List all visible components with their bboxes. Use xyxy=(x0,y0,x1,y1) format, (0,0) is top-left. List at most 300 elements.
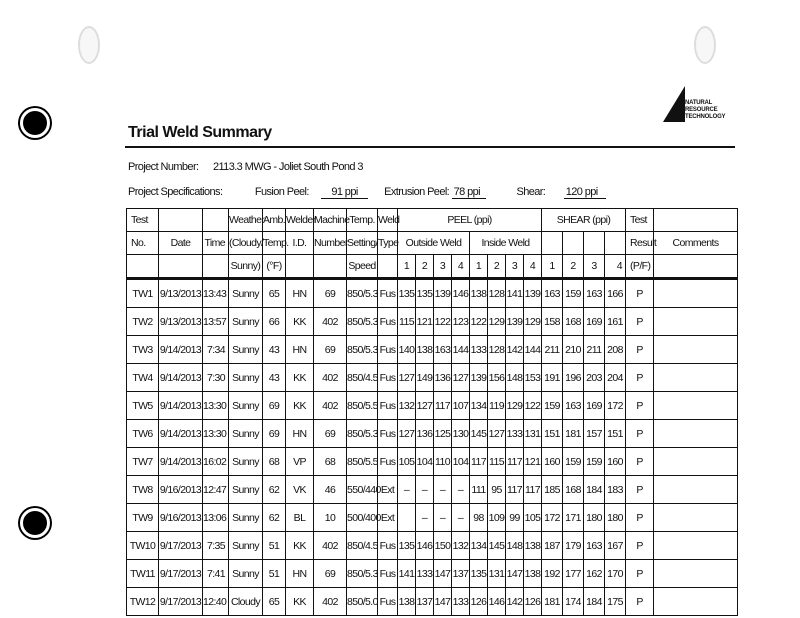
weld-rows xyxy=(127,279,738,616)
cell-comments xyxy=(654,588,738,616)
cell-weather: Sunny xyxy=(229,532,263,560)
cell-outside-peel-2: – xyxy=(416,476,434,504)
cell-weld-type: Fus xyxy=(378,392,398,420)
cell-weld-type: Fus xyxy=(378,448,398,476)
cell-amb-temp: 62 xyxy=(263,476,286,504)
table-row xyxy=(127,364,738,392)
cell-weather: Sunny xyxy=(229,392,263,420)
cell-inside-peel-3: 133 xyxy=(506,420,524,448)
header-shear: SHEAR (ppi) xyxy=(542,209,626,232)
cell-shear-2: 174 xyxy=(563,588,584,616)
cell-date: 9/17/2013 xyxy=(159,532,203,560)
trial-weld-table xyxy=(126,208,738,616)
table-row xyxy=(127,560,738,588)
cell-shear-1: 163 xyxy=(542,279,563,308)
logo-line-2: RESOURCE xyxy=(685,107,718,113)
cell-amb-temp: 65 xyxy=(263,588,286,616)
cell-outside-peel-2: 133 xyxy=(416,560,434,588)
cell-temp-setting: 850/4.5 xyxy=(347,364,378,392)
cell-shear-2: 177 xyxy=(563,560,584,588)
cell-inside-peel-3: 147 xyxy=(506,560,524,588)
cell-inside-peel-1: 138 xyxy=(470,279,488,308)
cell-weld-type: Fus xyxy=(378,588,398,616)
header-weather: Weather xyxy=(229,209,263,232)
cell-shear-4: 204 xyxy=(605,364,626,392)
cell-shear-4: 183 xyxy=(605,476,626,504)
punch-hole-bottom xyxy=(20,508,50,538)
cell-inside-peel-3: 142 xyxy=(506,336,524,364)
extrusion-peel-label: Extrusion Peel: xyxy=(384,186,450,198)
cell-shear-3: 157 xyxy=(584,420,605,448)
cell-amb-temp: 69 xyxy=(263,420,286,448)
cell-outside-peel-3: – xyxy=(434,504,452,532)
cell-temp-setting: 850/5.0 xyxy=(347,588,378,616)
cell-shear-4: 166 xyxy=(605,279,626,308)
page-title: Trial Weld Summary xyxy=(128,124,272,141)
cell-test-no: TW2 xyxy=(127,308,159,336)
cell-inside-peel-4: 105 xyxy=(524,504,542,532)
cell-inside-peel-1: 135 xyxy=(470,560,488,588)
header-date-blank xyxy=(159,209,203,232)
cell-outside-peel-4: 137 xyxy=(452,560,470,588)
cell-outside-peel-2: 138 xyxy=(416,336,434,364)
cell-outside-peel-4: – xyxy=(452,504,470,532)
cell-inside-peel-2: 156 xyxy=(488,364,506,392)
cell-time: 12:47 xyxy=(203,476,229,504)
cell-weather: Sunny xyxy=(229,504,263,532)
header-shear-blank-4 xyxy=(605,232,626,255)
logo-line-1: NATURAL xyxy=(685,100,713,106)
cell-machine-number: 402 xyxy=(314,392,347,420)
cell-comments xyxy=(654,364,738,392)
cell-welder-id: HN xyxy=(286,420,314,448)
cell-test-no: TW1 xyxy=(127,279,159,308)
cell-test-no: TW12 xyxy=(127,588,159,616)
cell-machine-number: 402 xyxy=(314,308,347,336)
cell-inside-peel-4: 121 xyxy=(524,448,542,476)
cell-inside-peel-4: 129 xyxy=(524,308,542,336)
cell-inside-peel-2: 145 xyxy=(488,532,506,560)
header-outside-weld: Outside Weld xyxy=(398,232,470,255)
cell-outside-peel-2: 127 xyxy=(416,392,434,420)
cell-shear-1: 181 xyxy=(542,588,563,616)
cell-test-no: TW10 xyxy=(127,532,159,560)
cell-inside-peel-4: 139 xyxy=(524,279,542,308)
cell-test-no: TW11 xyxy=(127,560,159,588)
cell-test-result: P xyxy=(626,336,654,364)
cell-outside-peel-2: 146 xyxy=(416,532,434,560)
cell-weather: Cloudy xyxy=(229,588,263,616)
cell-temp-setting: 850/5.3 xyxy=(347,560,378,588)
cell-inside-peel-3: 142 xyxy=(506,588,524,616)
table-row xyxy=(127,336,738,364)
cell-inside-peel-1: 133 xyxy=(470,336,488,364)
cell-outside-peel-1: 127 xyxy=(398,420,416,448)
cell-amb-temp: 43 xyxy=(263,336,286,364)
cell-amb-temp: 62 xyxy=(263,504,286,532)
cell-inside-peel-3: 117 xyxy=(506,448,524,476)
cell-inside-peel-4: 153 xyxy=(524,364,542,392)
cell-test-result: P xyxy=(626,504,654,532)
cell-shear-4: 180 xyxy=(605,504,626,532)
cell-shear-3: 180 xyxy=(584,504,605,532)
cell-outside-peel-2: 137 xyxy=(416,588,434,616)
cell-test-result: P xyxy=(626,560,654,588)
cell-inside-peel-1: 98 xyxy=(470,504,488,532)
cell-weld-type: Fus xyxy=(378,308,398,336)
header-result-3: (P/F) xyxy=(626,255,654,279)
cell-time: 13:43 xyxy=(203,279,229,308)
header-temp-2: Setting/ xyxy=(347,232,378,255)
header-comments-blank xyxy=(654,209,738,232)
cell-amb-temp: 68 xyxy=(263,448,286,476)
cell-shear-3: 169 xyxy=(584,392,605,420)
cell-comments xyxy=(654,308,738,336)
cell-test-result: P xyxy=(626,364,654,392)
header-welder-blank xyxy=(286,255,314,279)
cell-date: 9/14/2013 xyxy=(159,392,203,420)
cell-shear-1: 185 xyxy=(542,476,563,504)
cell-test-no: TW9 xyxy=(127,504,159,532)
cell-inside-peel-3: 99 xyxy=(506,504,524,532)
cell-welder-id: VK xyxy=(286,476,314,504)
cell-weld-type: Ext xyxy=(378,476,398,504)
punch-hole-top xyxy=(20,108,50,138)
header-shear-blank-3 xyxy=(584,232,605,255)
cell-shear-1: 192 xyxy=(542,560,563,588)
header-shear-blank-2 xyxy=(563,232,584,255)
cell-test-result: P xyxy=(626,476,654,504)
header-test-blank xyxy=(127,255,159,279)
cell-time: 13:30 xyxy=(203,392,229,420)
cell-outside-peel-4: 130 xyxy=(452,420,470,448)
cell-inside-peel-1: 134 xyxy=(470,532,488,560)
cell-shear-3: 163 xyxy=(584,532,605,560)
cell-temp-setting: 850/5.3 xyxy=(347,279,378,308)
header-time-blank-2 xyxy=(203,255,229,279)
cell-comments xyxy=(654,420,738,448)
cell-inside-peel-1: 122 xyxy=(470,308,488,336)
header-test-no: No. xyxy=(127,232,159,255)
cell-inside-peel-3: 148 xyxy=(506,364,524,392)
cell-machine-number: 69 xyxy=(314,279,347,308)
cell-date: 9/14/2013 xyxy=(159,364,203,392)
header-result: Test xyxy=(626,209,654,232)
cell-weather: Sunny xyxy=(229,420,263,448)
cell-machine-number: 10 xyxy=(314,504,347,532)
cell-weld-type: Fus xyxy=(378,336,398,364)
cell-shear-1: 211 xyxy=(542,336,563,364)
cell-test-no: TW3 xyxy=(127,336,159,364)
cell-date: 9/16/2013 xyxy=(159,476,203,504)
cell-shear-4: 172 xyxy=(605,392,626,420)
header-inside-4: 4 xyxy=(524,255,542,279)
cell-comments xyxy=(654,448,738,476)
cell-welder-id: HN xyxy=(286,336,314,364)
header-machine-2: Number xyxy=(314,232,347,255)
project-number-label: Project Number: xyxy=(128,161,199,173)
cell-test-result: P xyxy=(626,588,654,616)
cell-outside-peel-3: 110 xyxy=(434,448,452,476)
cell-temp-setting: 850/5.5 xyxy=(347,392,378,420)
cell-outside-peel-4: – xyxy=(452,476,470,504)
cell-comments xyxy=(654,560,738,588)
header-inside-weld: Inside Weld xyxy=(470,232,542,255)
header-shear-4: 4 xyxy=(605,255,626,279)
header-amb: Amb. xyxy=(263,209,286,232)
cell-outside-peel-4: 146 xyxy=(452,279,470,308)
cell-inside-peel-2: 131 xyxy=(488,560,506,588)
cell-comments xyxy=(654,336,738,364)
cell-outside-peel-1: 115 xyxy=(398,308,416,336)
table-row xyxy=(127,420,738,448)
cell-outside-peel-3: 117 xyxy=(434,392,452,420)
cell-shear-4: 151 xyxy=(605,420,626,448)
cell-shear-2: 163 xyxy=(563,392,584,420)
header-temp: Temp. xyxy=(347,209,378,232)
cell-time: 13:06 xyxy=(203,504,229,532)
cell-inside-peel-4: 144 xyxy=(524,336,542,364)
cell-outside-peel-2: – xyxy=(416,504,434,532)
cell-shear-2: 210 xyxy=(563,336,584,364)
cell-shear-1: 187 xyxy=(542,532,563,560)
cell-outside-peel-1: – xyxy=(398,476,416,504)
cell-outside-peel-1 xyxy=(398,504,416,532)
header-weather-3: Sunny) xyxy=(229,255,263,279)
cell-weather: Sunny xyxy=(229,476,263,504)
cell-shear-2: 159 xyxy=(563,279,584,308)
cell-outside-peel-4: 107 xyxy=(452,392,470,420)
header-shear-2: 2 xyxy=(563,255,584,279)
cell-temp-setting: 500/400 xyxy=(347,504,378,532)
cell-machine-number: 46 xyxy=(314,476,347,504)
cell-machine-number: 69 xyxy=(314,420,347,448)
cell-time: 7:34 xyxy=(203,336,229,364)
shear-label: Shear: xyxy=(516,186,546,198)
cell-inside-peel-3: 117 xyxy=(506,476,524,504)
cell-outside-peel-3: 150 xyxy=(434,532,452,560)
cell-inside-peel-1: 134 xyxy=(470,392,488,420)
specs-label: Project Specifications: xyxy=(128,186,223,198)
cell-shear-4: 160 xyxy=(605,448,626,476)
cell-test-result: P xyxy=(626,448,654,476)
cell-shear-2: 168 xyxy=(563,308,584,336)
project-number-value: 2113.3 MWG - Joliet South Pond 3 xyxy=(212,161,363,173)
project-number-line xyxy=(128,161,363,173)
cell-inside-peel-2: 127 xyxy=(488,420,506,448)
cell-outside-peel-3: 122 xyxy=(434,308,452,336)
logo-line-3: TECHNOLOGY xyxy=(685,114,726,120)
header-temp-3: Speed xyxy=(347,255,378,279)
cell-weather: Sunny xyxy=(229,364,263,392)
cell-date: 9/17/2013 xyxy=(159,588,203,616)
cell-shear-2: 171 xyxy=(563,504,584,532)
table-row xyxy=(127,308,738,336)
cell-shear-1: 158 xyxy=(542,308,563,336)
cell-time: 7:35 xyxy=(203,532,229,560)
cell-outside-peel-3: – xyxy=(434,476,452,504)
hole-shadow-right xyxy=(694,26,716,64)
cell-inside-peel-1: 117 xyxy=(470,448,488,476)
cell-weld-type: Fus xyxy=(378,364,398,392)
cell-shear-1: 159 xyxy=(542,392,563,420)
cell-inside-peel-2: 128 xyxy=(488,279,506,308)
cell-inside-peel-3: 129 xyxy=(506,392,524,420)
cell-temp-setting: 850/4.5 xyxy=(347,532,378,560)
cell-time: 12:40 xyxy=(203,588,229,616)
logo-mark xyxy=(663,86,685,122)
cell-outside-peel-1: 127 xyxy=(398,364,416,392)
cell-outside-peel-2: 121 xyxy=(416,308,434,336)
cell-shear-4: 170 xyxy=(605,560,626,588)
fusion-peel-value: 91 ppi xyxy=(321,186,367,199)
logo-text xyxy=(685,100,725,121)
cell-shear-3: 162 xyxy=(584,560,605,588)
cell-shear-4: 161 xyxy=(605,308,626,336)
cell-outside-peel-4: 144 xyxy=(452,336,470,364)
cell-welder-id: HN xyxy=(286,560,314,588)
cell-shear-2: 181 xyxy=(563,420,584,448)
cell-shear-3: 184 xyxy=(584,588,605,616)
cell-outside-peel-3: 147 xyxy=(434,560,452,588)
cell-outside-peel-1: 141 xyxy=(398,560,416,588)
cell-machine-number: 402 xyxy=(314,588,347,616)
cell-inside-peel-2: 119 xyxy=(488,392,506,420)
shear-value: 120 ppi xyxy=(564,186,606,199)
cell-inside-peel-4: 131 xyxy=(524,420,542,448)
cell-outside-peel-2: 104 xyxy=(416,448,434,476)
cell-date: 9/16/2013 xyxy=(159,504,203,532)
cell-comments xyxy=(654,504,738,532)
table-row xyxy=(127,392,738,420)
cell-inside-peel-4: 122 xyxy=(524,392,542,420)
cell-temp-setting: 850/5.3 xyxy=(347,308,378,336)
cell-outside-peel-2: 135 xyxy=(416,279,434,308)
cell-welder-id: KK xyxy=(286,308,314,336)
cell-outside-peel-3: 139 xyxy=(434,279,452,308)
cell-welder-id: HN xyxy=(286,279,314,308)
header-inside-3: 3 xyxy=(506,255,524,279)
cell-date: 9/13/2013 xyxy=(159,308,203,336)
cell-outside-peel-1: 140 xyxy=(398,336,416,364)
cell-inside-peel-1: 145 xyxy=(470,420,488,448)
cell-inside-peel-1: 126 xyxy=(470,588,488,616)
cell-inside-peel-4: 138 xyxy=(524,532,542,560)
cell-outside-peel-3: 125 xyxy=(434,420,452,448)
header-outside-4: 4 xyxy=(452,255,470,279)
cell-machine-number: 402 xyxy=(314,532,347,560)
header-shear-1: 1 xyxy=(542,255,563,279)
header-inside-2: 2 xyxy=(488,255,506,279)
cell-test-result: P xyxy=(626,279,654,308)
header-result-2: Result xyxy=(626,232,654,255)
header-amb-3: (°F) xyxy=(263,255,286,279)
table-row xyxy=(127,476,738,504)
cell-inside-peel-3: 141 xyxy=(506,279,524,308)
cell-weld-type: Fus xyxy=(378,420,398,448)
cell-outside-peel-3: 147 xyxy=(434,588,452,616)
cell-shear-1: 151 xyxy=(542,420,563,448)
cell-shear-4: 167 xyxy=(605,532,626,560)
cell-welder-id: KK xyxy=(286,588,314,616)
header-comments: Comments xyxy=(654,232,738,255)
cell-welder-id: KK xyxy=(286,364,314,392)
cell-inside-peel-2: 128 xyxy=(488,336,506,364)
cell-outside-peel-1: 132 xyxy=(398,392,416,420)
header-outside-1: 1 xyxy=(398,255,416,279)
cell-outside-peel-4: 133 xyxy=(452,588,470,616)
cell-weather: Sunny xyxy=(229,560,263,588)
header-machine: Machine xyxy=(314,209,347,232)
table-row xyxy=(127,532,738,560)
header-welder-2: I.D. xyxy=(286,232,314,255)
cell-temp-setting: 850/5.5 xyxy=(347,448,378,476)
cell-test-no: TW6 xyxy=(127,420,159,448)
cell-date: 9/14/2013 xyxy=(159,448,203,476)
project-specs-line xyxy=(128,186,606,198)
cell-outside-peel-2: 136 xyxy=(416,420,434,448)
header-amb-2: Temp. xyxy=(263,232,286,255)
cell-inside-peel-2: 95 xyxy=(488,476,506,504)
cell-amb-temp: 51 xyxy=(263,532,286,560)
cell-inside-peel-4: 138 xyxy=(524,560,542,588)
header-weld: Weld xyxy=(378,209,398,232)
cell-shear-3: 184 xyxy=(584,476,605,504)
cell-shear-3: 163 xyxy=(584,279,605,308)
header-weather-2: (Cloudy/ xyxy=(229,232,263,255)
cell-test-result: P xyxy=(626,420,654,448)
cell-inside-peel-2: 115 xyxy=(488,448,506,476)
cell-outside-peel-4: 123 xyxy=(452,308,470,336)
cell-inside-peel-2: 129 xyxy=(488,308,506,336)
cell-amb-temp: 66 xyxy=(263,308,286,336)
header-test: Test xyxy=(127,209,159,232)
cell-inside-peel-3: 148 xyxy=(506,532,524,560)
cell-comments xyxy=(654,279,738,308)
cell-temp-setting: 850/5.3 xyxy=(347,336,378,364)
cell-inside-peel-4: 117 xyxy=(524,476,542,504)
cell-time: 13:30 xyxy=(203,420,229,448)
cell-machine-number: 402 xyxy=(314,364,347,392)
cell-welder-id: KK xyxy=(286,392,314,420)
cell-outside-peel-1: 138 xyxy=(398,588,416,616)
cell-test-no: TW8 xyxy=(127,476,159,504)
cell-shear-3: 169 xyxy=(584,308,605,336)
cell-machine-number: 69 xyxy=(314,336,347,364)
cell-amb-temp: 43 xyxy=(263,364,286,392)
header-date-blank-2 xyxy=(159,255,203,279)
cell-amb-temp: 65 xyxy=(263,279,286,308)
cell-date: 9/17/2013 xyxy=(159,560,203,588)
cell-date: 9/14/2013 xyxy=(159,420,203,448)
cell-inside-peel-2: 146 xyxy=(488,588,506,616)
cell-test-no: TW7 xyxy=(127,448,159,476)
cell-weld-type: Fus xyxy=(378,532,398,560)
header-machine-blank xyxy=(314,255,347,279)
cell-date: 9/14/2013 xyxy=(159,336,203,364)
header-outside-2: 2 xyxy=(416,255,434,279)
cell-test-no: TW5 xyxy=(127,392,159,420)
cell-comments xyxy=(654,532,738,560)
header-weld-blank xyxy=(378,255,398,279)
fusion-peel-label: Fusion Peel: xyxy=(254,186,309,198)
table-row xyxy=(127,504,738,532)
cell-inside-peel-2: 109 xyxy=(488,504,506,532)
cell-date: 9/13/2013 xyxy=(159,279,203,308)
cell-weather: Sunny xyxy=(229,279,263,308)
cell-shear-2: 196 xyxy=(563,364,584,392)
cell-weld-type: Fus xyxy=(378,279,398,308)
